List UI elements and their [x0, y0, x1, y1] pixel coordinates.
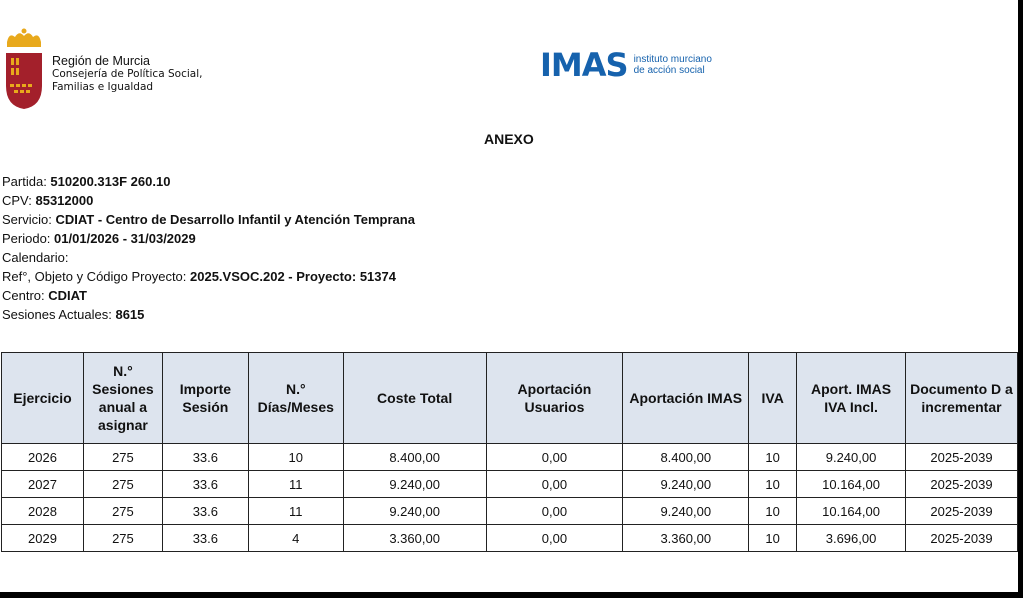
- info-line: Servicio: CDIAT - Centro de Desarrollo Infantil y Atención Temprana: [2, 212, 415, 227]
- table-row: [2, 471, 1018, 498]
- table-cell: 0,00: [486, 471, 623, 498]
- info-line: CPV: 85312000: [2, 193, 94, 208]
- table-cell: 2025-2039: [905, 525, 1017, 552]
- table-header-row: [2, 353, 1018, 444]
- table-cell: 8.400,00: [343, 444, 486, 471]
- table-cell: 10: [749, 444, 797, 471]
- info-line: Periodo: 01/01/2026 - 31/03/2029: [2, 231, 196, 246]
- table-row: [2, 525, 1018, 552]
- table-cell: 9.240,00: [343, 471, 486, 498]
- budget-table: [1, 352, 1018, 552]
- column-header: Ejercicio: [2, 353, 84, 444]
- column-header: Importe Sesión: [162, 353, 248, 444]
- table-cell: 2029: [2, 525, 84, 552]
- department-line-2: Familias e Igualdad: [52, 81, 154, 93]
- table-cell: 33.6: [162, 525, 248, 552]
- table-cell: 275: [83, 498, 162, 525]
- table-cell: 9.240,00: [623, 498, 749, 525]
- table-cell: 10: [749, 498, 797, 525]
- table-cell: 11: [248, 498, 343, 525]
- table-row: [2, 444, 1018, 471]
- info-line: Centro: CDIAT: [2, 288, 88, 303]
- column-header: IVA: [749, 353, 797, 444]
- column-header: Coste Total: [343, 353, 486, 444]
- info-line: Calendario:: [2, 250, 69, 265]
- table-cell: 9.240,00: [797, 444, 906, 471]
- table-cell: 33.6: [162, 498, 248, 525]
- department-line-1: Consejería de Política Social,: [52, 68, 203, 80]
- table-cell: 10: [749, 525, 797, 552]
- imas-logo-text: IMAS: [540, 46, 628, 84]
- table-cell: 275: [83, 471, 162, 498]
- info-block: [2, 172, 415, 324]
- imas-subtitle-2: de acción social: [633, 65, 705, 76]
- table-cell: 10: [248, 444, 343, 471]
- table-cell: 0,00: [486, 525, 623, 552]
- column-header: N.° Sesiones anual a asignar: [83, 353, 162, 444]
- table-cell: 9.240,00: [343, 498, 486, 525]
- column-header: Documento D a incrementar: [905, 353, 1017, 444]
- region-name: Región de Murcia: [52, 54, 150, 68]
- table-cell: 33.6: [162, 471, 248, 498]
- table-cell: 2025-2039: [905, 444, 1017, 471]
- imas-subtitle-1: instituto murciano: [633, 54, 712, 65]
- table-cell: 10.164,00: [797, 471, 906, 498]
- column-header: Aport. IMAS IVA Incl.: [797, 353, 906, 444]
- table-cell: 275: [83, 525, 162, 552]
- table-cell: 9.240,00: [623, 471, 749, 498]
- table-cell: 33.6: [162, 444, 248, 471]
- table-cell: 3.360,00: [343, 525, 486, 552]
- table-cell: 0,00: [486, 498, 623, 525]
- table-cell: 10.164,00: [797, 498, 906, 525]
- table-row: [2, 498, 1018, 525]
- region-header: [52, 54, 202, 94]
- table-cell: 2025-2039: [905, 471, 1017, 498]
- coat-of-arms-icon: [3, 28, 45, 110]
- table-cell: 0,00: [486, 444, 623, 471]
- column-header: Aportación IMAS: [623, 353, 749, 444]
- info-line: Sesiones Actuales: 8615: [2, 307, 145, 322]
- column-header: N.° Días/Meses: [248, 353, 343, 444]
- table-cell: 4: [248, 525, 343, 552]
- table-cell: 2026: [2, 444, 84, 471]
- table-cell: 11: [248, 471, 343, 498]
- column-header: Aportación Usuarios: [486, 353, 623, 444]
- table-cell: 3.696,00: [797, 525, 906, 552]
- page-title: ANEXO: [484, 131, 534, 147]
- table-cell: 10: [749, 471, 797, 498]
- table-cell: 2027: [2, 471, 84, 498]
- table-cell: 2025-2039: [905, 498, 1017, 525]
- imas-logo: [540, 46, 712, 84]
- table-cell: 8.400,00: [623, 444, 749, 471]
- info-line: Ref°, Objeto y Código Proyecto: 2025.VSOC.202 - Proyecto: 51374: [2, 269, 396, 284]
- table-cell: 275: [83, 444, 162, 471]
- table-cell: 2028: [2, 498, 84, 525]
- table-cell: 3.360,00: [623, 525, 749, 552]
- info-line: Partida: 510200.313F 260.10: [2, 174, 171, 189]
